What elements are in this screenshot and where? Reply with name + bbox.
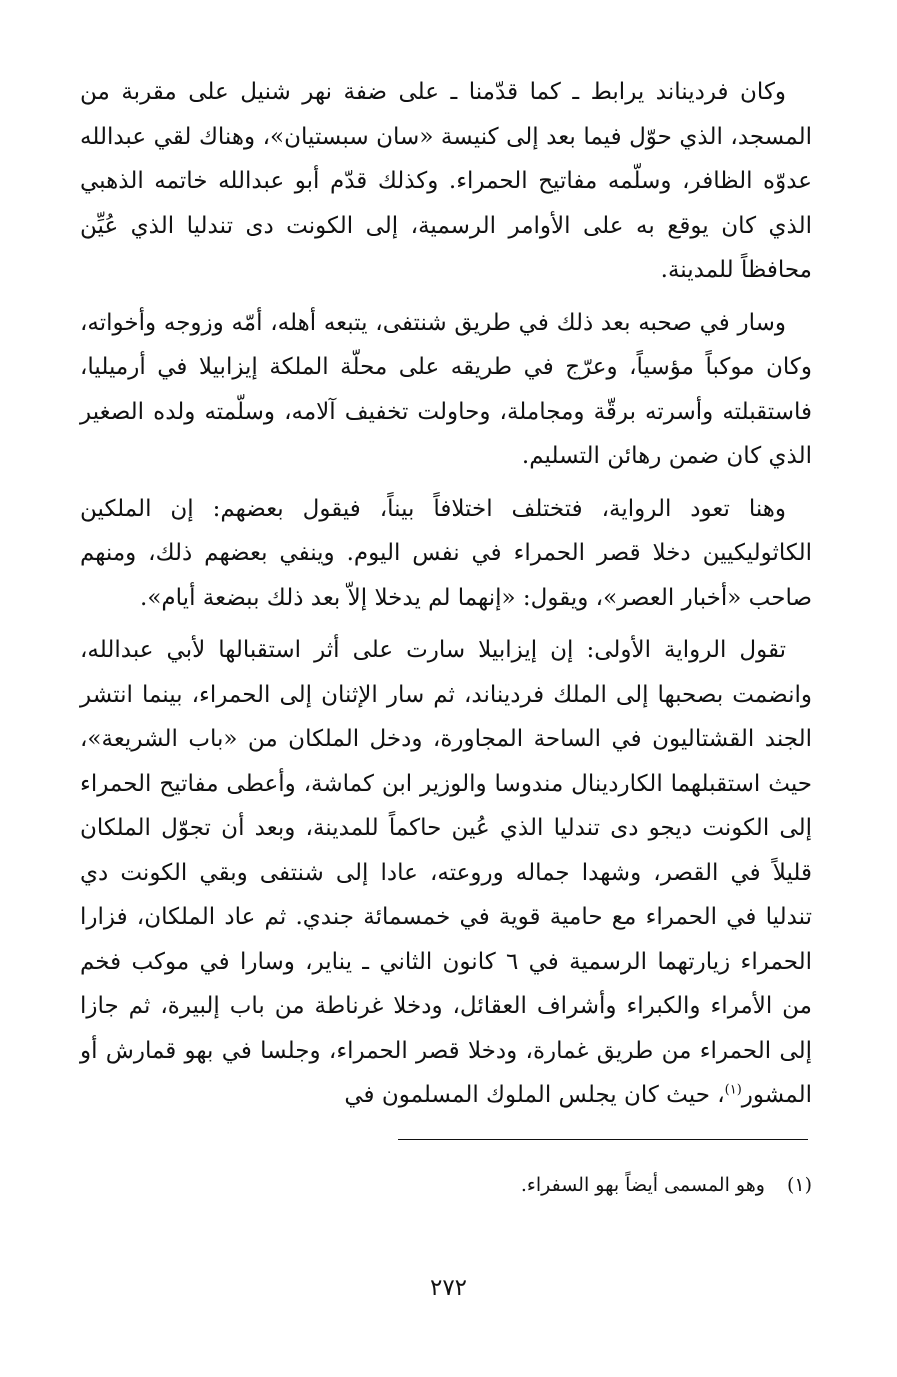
page-number: ٢٧٢ — [429, 1275, 468, 1301]
footnote-text: وهو المسمى أيضاً بهو السفراء. — [520, 1174, 765, 1196]
footnote — [80, 1170, 812, 1200]
paragraph-1: وكان فرديناند يرابط ـ كما قدّمنا ـ على ضفة نهر شنيل على مقربة من المسجد، الذي حوّل فيما بعد إلى كنيسة «سان سبستيان»، وهناك لقي عبدالله عدوّه الظافر، وسلّمه مفاتيح الحمراء. وكذلك قدّم أبو عبدالله خاتمه الذهبي الذي كان يوقع به على الأوامر الرسمية، إلى الكونت دى تندليا الذي عُيِّن محافظاً للمدينة. — [80, 79, 812, 283]
footnote-reference: (١) — [724, 1082, 742, 1098]
footnote-divider — [398, 1139, 808, 1140]
footnote-number: (١) — [786, 1174, 812, 1196]
paragraph-4 — [80, 628, 812, 1118]
paragraph-3: وهنا تعود الرواية، فتختلف اختلافاً بيناً، فيقول بعضهم: إن الملكين الكاثوليكيين دخلا قصر الحمراء في نفس اليوم. وينفي بعضهم ذلك، ومنهم صاحب «أخبار العصر»، ويقول: «إنهما لم يدخلا إلاّ بعد ذلك ببضعة أيام». — [80, 495, 812, 611]
paragraph-2: وسار في صحبه بعد ذلك في طريق شنتفى، يتبعه أهله، أمّه وزوجه وأخواته، وكان موكباً مؤسياً، وعرّج في طريقه على محلّة الملكة إيزابيلا في أرميليا، فاستقبلته وأسرته برقّة ومجاملة، وحاولت تخفيف آلامه، وسلّمته ولده الصغير الذي كان ضمن رهائن التسليم. — [80, 309, 812, 469]
paragraph-4-tail: ، حيث كان يجلس الملوك المسلمون في — [344, 1082, 725, 1108]
paragraph-4-text: تقول الرواية الأولى: إن إيزابيلا سارت على أثر استقبالها لأبي عبدالله، وانضمت بصحبها إلى الملك فرديناند، ثم سار الإثنان إلى الحمراء، بينما انتشر الجند القشتاليون في الساحة المجاورة، ودخل الملكان من «باب الشريعة»، حيث استقبلهما الكاردينال مندوسا والوزير ابن كماشة، وأعطى مفاتيح الحمراء إلى الكونت ديجو دى تندليا الذي عُين حاكماً للمدينة، وبعد أن تجوّل الملكان قليلاً في القصر، وشهدا جماله وروعته، عادا إلى شنتفى وبقي الكونت دي تندليا في الحمراء مع حامية قوية في خمسمائة جندي. ثم عاد الملكان، فزارا الحمراء زيارتهما الرسمية في ٦ كانون الثاني ـ يناير، وسارا في موكب فخم من الأمراء والكبراء وأشراف العقائل، ودخلا غرناطة من باب إلبيرة، ثم جازا إلى الحمراء من طريق غمارة، ودخلا قصر الحمراء، وجلسا في بهو قمارش أو المشور — [80, 637, 812, 1108]
body-text — [80, 70, 812, 1126]
